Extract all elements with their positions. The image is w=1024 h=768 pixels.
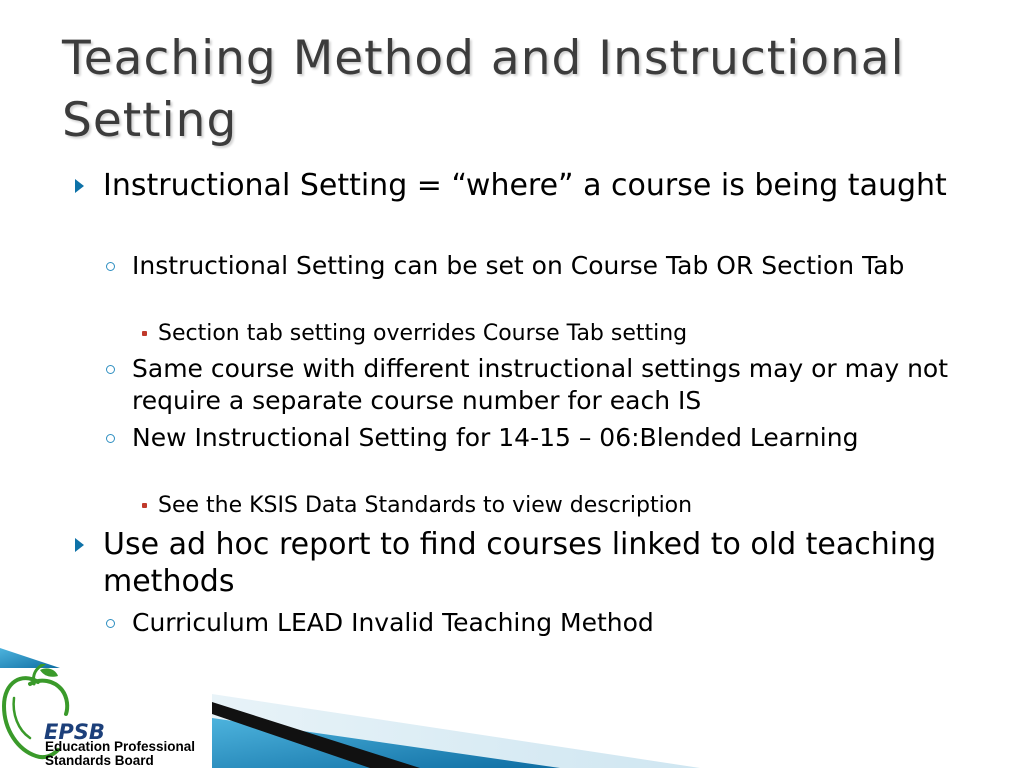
- bullet-text: Instructional Setting can be set on Course Tab OR Section Tab: [132, 251, 905, 280]
- ring-bullet-icon: [106, 619, 115, 628]
- bullet-level3: [158, 319, 958, 348]
- blue-band: [212, 718, 560, 768]
- logo-name-line2: Standards Board: [45, 753, 154, 768]
- bullet-level2: [132, 607, 972, 639]
- triangle-bullet-icon: [75, 179, 84, 193]
- bullet-text: Curriculum LEAD Invalid Teaching Method: [132, 608, 654, 637]
- bullet-text: Instructional Setting = “where” a course is being taught: [103, 168, 947, 203]
- ring-bullet-icon: [106, 262, 115, 271]
- bullet-text: See the KSIS Data Standards to view description: [158, 493, 693, 518]
- bullet-level1: [103, 526, 973, 600]
- bullet-level3: [158, 491, 958, 520]
- square-bullet-icon: [142, 331, 147, 336]
- slide-title: Teaching Method and Instructional Setting: [62, 31, 905, 148]
- bullet-level2: [132, 353, 972, 417]
- square-bullet-icon: [142, 503, 147, 508]
- bullet-text: New Instructional Setting for 14-15 – 06:Blended Learning: [132, 423, 859, 452]
- triangle-bullet-icon: [75, 538, 84, 552]
- bullet-level1: [103, 167, 973, 204]
- ring-bullet-icon: [106, 434, 115, 443]
- logo-abbreviation: EPSB: [44, 720, 105, 744]
- ring-bullet-icon: [106, 365, 115, 374]
- bullet-text: Use ad hoc report to find courses linked to old teaching methods: [103, 527, 937, 599]
- bullet-text: Same course with different instructional settings may or may not require a separate course number for each IS: [132, 354, 949, 415]
- logo-name-line1: Education Professional: [45, 739, 196, 754]
- black-stripe: [212, 702, 420, 768]
- bullet-level2: [132, 250, 972, 282]
- light-band: [212, 694, 700, 768]
- bullet-text: Section tab setting overrides Course Tab setting: [158, 321, 688, 346]
- bullet-level2: [132, 422, 972, 454]
